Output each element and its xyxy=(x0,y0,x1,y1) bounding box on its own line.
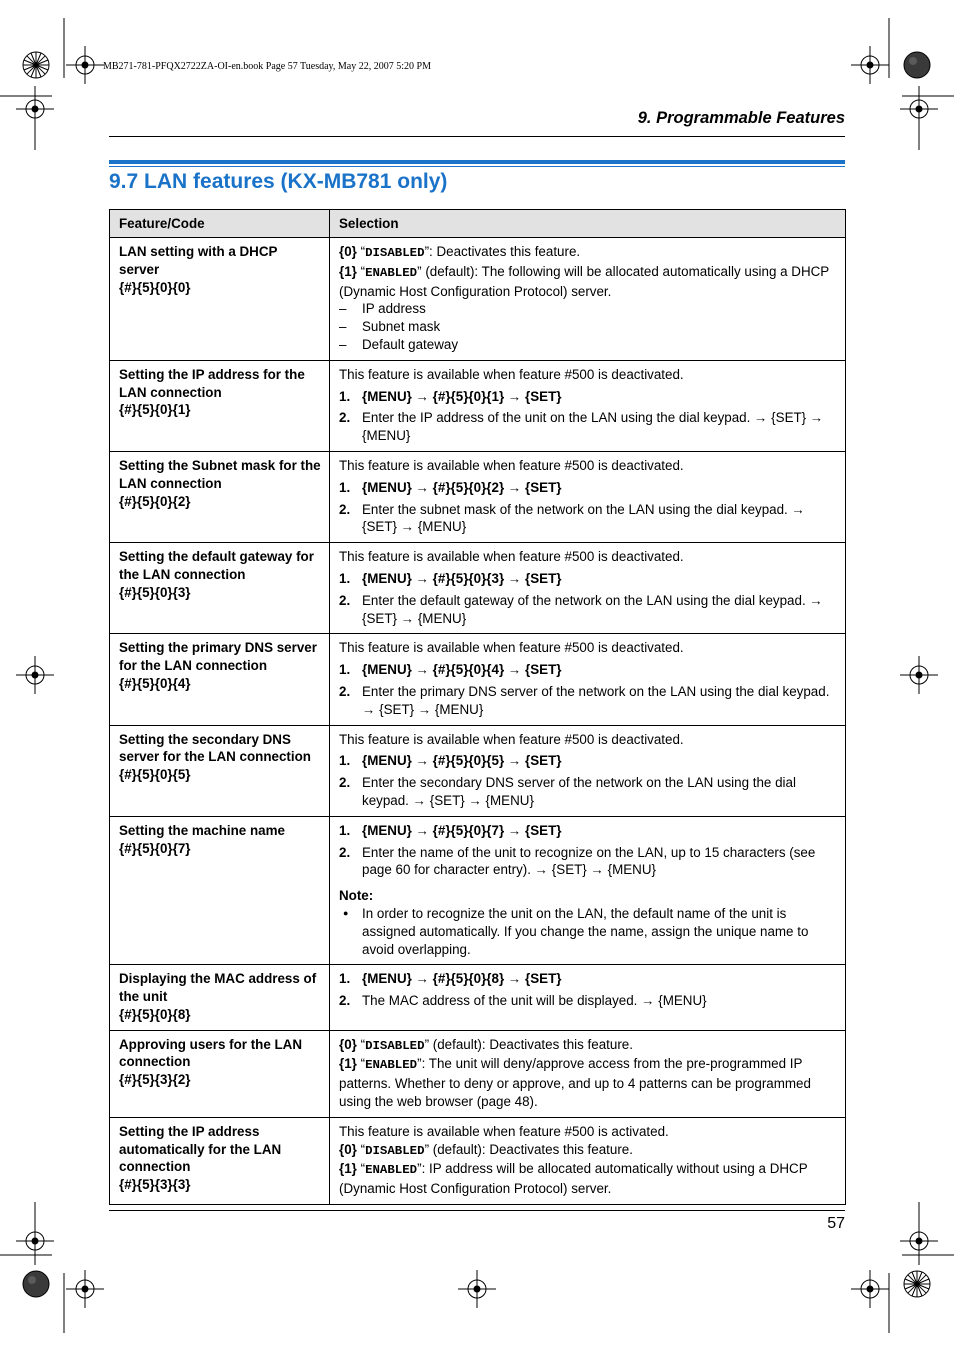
option-text: : The unit will deny/approve access from the pre-programmed IP patterns. Whether to deny or approve, and up to 4 patterns can be programmed using the web browser (page 48). xyxy=(339,1056,811,1110)
feature-cell xyxy=(110,634,330,725)
step-1: 1. {MENU} → {#}{5}{0}{4} → {SET} xyxy=(339,662,562,678)
registration-crosshair-icon xyxy=(66,46,104,84)
table-row xyxy=(110,543,846,634)
option-key: {1} xyxy=(339,1056,357,1072)
table-row xyxy=(110,1030,846,1117)
table-row xyxy=(110,634,846,725)
title-bar-thick xyxy=(109,160,845,164)
feature-cell xyxy=(110,1117,330,1204)
table-row xyxy=(110,360,846,451)
option-value: ENABLED xyxy=(365,265,418,280)
page-number: 57 xyxy=(827,1215,845,1232)
step-2: 2. Enter the default gateway of the network on the LAN using the dial keypad. → {SET} → {MENU} xyxy=(339,592,823,626)
option-key: {0} xyxy=(339,1036,357,1052)
registration-crosshair-icon xyxy=(16,656,54,694)
option-value: ENABLED xyxy=(365,1058,418,1073)
feature-cell xyxy=(110,965,330,1030)
feature-cell xyxy=(110,543,330,634)
step-text: Enter the default gateway of the network on the LAN using the dial keypad. → {SET} → {MENU} xyxy=(362,592,823,626)
option-line: {1} “ENABLED”: The unit will deny/approve access from the pre-programmed IP patterns. Whether to deny or approve, and up to 4 patterns can be programmed using the web browser (page 48). xyxy=(339,1056,811,1110)
feature-cell xyxy=(110,725,330,816)
step-1: 1. {MENU} → {#}{5}{0}{7} → {SET} xyxy=(339,822,562,838)
feature-cell xyxy=(110,1030,330,1117)
feature-column-header: Feature/Code xyxy=(110,210,330,238)
step-1: 1. {MENU} → {#}{5}{0}{2} → {SET} xyxy=(339,479,562,495)
feature-name: Displaying the MAC address of the unit xyxy=(119,971,317,1005)
feature-code: {#}{5}{3}{3} xyxy=(119,1177,191,1193)
step-1: 1. {MENU} → {#}{5}{0}{8} → {SET} xyxy=(339,971,562,987)
selection-cell xyxy=(330,543,846,634)
note-label: Note: xyxy=(339,888,374,904)
selection-cell xyxy=(330,451,846,542)
selection-cell xyxy=(330,238,846,361)
footer-rule xyxy=(109,1210,845,1211)
feature-code: {#}{5}{0}{8} xyxy=(119,1006,191,1022)
option-text: : IP address will be allocated automatically without using a DHCP (Dynamic Host Configuration Protocol) server. xyxy=(339,1161,808,1197)
title-bar-thin xyxy=(109,166,845,167)
option-key: {1} xyxy=(339,1161,357,1177)
registration-crosshair-icon xyxy=(458,1270,496,1308)
selection-cell xyxy=(330,816,846,965)
step-text: {MENU} → {#}{5}{0}{8} → {SET} xyxy=(362,971,562,987)
intro-text: This feature is available when feature #500 is deactivated. xyxy=(339,549,684,565)
option-value: DISABLED xyxy=(365,1038,425,1053)
feature-name: Setting the primary DNS server for the LAN connection xyxy=(119,640,317,674)
option-line: {0} “DISABLED” (default): Deactivates this feature. xyxy=(339,1036,633,1053)
feature-name: Setting the default gateway for the LAN connection xyxy=(119,549,314,582)
selection-cell xyxy=(330,1117,846,1204)
feature-code: {#}{5}{0}{3} xyxy=(119,584,191,600)
step-text: Enter the secondary DNS server of the network on the LAN using the dial keypad. → {SET} → {MENU} xyxy=(362,775,796,808)
selection-cell xyxy=(330,725,846,816)
step-2: 2. Enter the primary DNS server of the network on the LAN using the dial keypad. → {SET} → {MENU} xyxy=(339,683,830,717)
section-header: 9. Programmable Features xyxy=(637,109,845,127)
registration-crosshair-icon xyxy=(851,46,889,84)
feature-cell xyxy=(110,360,330,451)
feature-name: Setting the IP address automatically for the LAN connection xyxy=(119,1123,282,1175)
table-row xyxy=(110,725,846,816)
feature-code: {#}{5}{0}{4} xyxy=(119,675,191,691)
intro-text: This feature is available when feature #500 is activated. xyxy=(339,1123,669,1139)
list-item: – IP address xyxy=(339,300,837,318)
registration-crosshair-icon xyxy=(900,656,938,694)
step-text: Enter the IP address of the unit on the LAN using the dial keypad. → {SET} → {MENU} xyxy=(362,410,824,444)
list-item: – Default gateway xyxy=(339,336,837,354)
option-value: DISABLED xyxy=(365,1143,425,1158)
gray-disc-mark-icon xyxy=(22,1270,50,1298)
option-key: {0} xyxy=(339,1141,357,1157)
option-line: {0} “DISABLED” (default): Deactivates this feature. xyxy=(339,1141,633,1158)
step-text: {MENU} → {#}{5}{0}{4} → {SET} xyxy=(362,662,562,678)
registration-crosshair-icon xyxy=(66,1270,104,1308)
option-line: {1} “ENABLED” (default): The following will be allocated automatically using a DHCP (Dynamic Host Configuration Protocol) server. xyxy=(339,263,829,299)
step-text: Enter the name of the unit to recognize on the LAN, up to 15 characters (see page 60 for character entry). → {SET} → {MENU} xyxy=(362,844,816,878)
step-2: 2. Enter the secondary DNS server of the network on the LAN using the dial keypad. → {SET} → {MENU} xyxy=(339,775,796,808)
option-text: (default): Deactivates this feature. xyxy=(429,1036,633,1052)
step-2: 2. Enter the IP address of the unit on the LAN using the dial keypad. → {SET} → {MENU} xyxy=(339,410,824,444)
table-row xyxy=(110,1117,846,1204)
feature-code: {#}{5}{0}{5} xyxy=(119,767,191,783)
option-text: : Deactivates this feature. xyxy=(429,244,581,259)
step-text: {MENU} → {#}{5}{0}{3} → {SET} xyxy=(362,570,562,586)
intro-text: This feature is available when feature #500 is deactivated. xyxy=(339,731,684,747)
step-1: 1. {MENU} → {#}{5}{0}{1} → {SET} xyxy=(339,388,562,404)
feature-name: Setting the secondary DNS server for the LAN connection xyxy=(119,731,311,765)
feature-cell xyxy=(110,816,330,965)
step-1: 1. {MENU} → {#}{5}{0}{5} → {SET} xyxy=(339,753,562,769)
step-text: {MENU} → {#}{5}{0}{1} → {SET} xyxy=(362,388,562,404)
registration-crosshair-icon xyxy=(900,1222,938,1260)
step-text: The MAC address of the unit will be displayed. → {MENU} xyxy=(362,993,707,1009)
registration-crosshair-icon xyxy=(851,1270,889,1308)
intro-text: This feature is available when feature #500 is deactivated. xyxy=(339,457,684,473)
feature-code: {#}{5}{0}{2} xyxy=(119,493,191,509)
table-row xyxy=(110,965,846,1030)
registration-crosshair-icon xyxy=(16,1222,54,1260)
feature-name: Setting the machine name xyxy=(119,822,285,838)
option-value: DISABLED xyxy=(365,246,425,260)
selection-cell xyxy=(330,965,846,1030)
feature-cell xyxy=(110,451,330,542)
step-2: 2. Enter the name of the unit to recognize on the LAN, up to 15 characters (see page 60 for character entry). → {SET} → {MENU} xyxy=(339,844,816,878)
step-2: 2. The MAC address of the unit will be displayed. → {MENU} xyxy=(339,993,707,1009)
feature-name: Approving users for the LAN connection xyxy=(119,1036,303,1070)
feature-code: {#}{5}{0}{1} xyxy=(119,402,191,418)
table-header-row xyxy=(110,210,846,238)
feature-cell xyxy=(110,238,330,361)
selection-cell xyxy=(330,634,846,725)
registration-crosshair-icon xyxy=(16,90,54,128)
table-row xyxy=(110,238,846,361)
feature-code: {#}{5}{0}{7} xyxy=(119,840,191,856)
starburst-mark-icon xyxy=(22,51,50,79)
selection-cell xyxy=(330,1030,846,1117)
starburst-mark-icon xyxy=(903,1270,931,1298)
note-text: ● In order to recognize the unit on the LAN, the default name of the unit is assigned automatically. If you change the name, assign the unique name to avoid overlapping. xyxy=(339,905,837,958)
selection-cell xyxy=(330,360,846,451)
gray-disc-mark-icon xyxy=(903,51,931,79)
print-info-line: MB271-781-PFQX2722ZA-OI-en.book Page 57 Tuesday, May 22, 2007 5:20 PM xyxy=(103,61,431,72)
step-text: {MENU} → {#}{5}{0}{2} → {SET} xyxy=(362,479,562,495)
step-text: {MENU} → {#}{5}{0}{5} → {SET} xyxy=(362,753,562,769)
lan-features-table xyxy=(109,209,846,1205)
step-text: Enter the primary DNS server of the network on the LAN using the dial keypad. → {SET} → {MENU} xyxy=(362,683,830,717)
list-item: – Subnet mask xyxy=(339,318,837,336)
intro-text: This feature is available when feature #500 is deactivated. xyxy=(339,640,684,656)
feature-name: Setting the IP address for the LAN connection xyxy=(119,366,305,400)
option-line: {1} “ENABLED”: IP address will be allocated automatically without using a DHCP (Dynamic Host Configuration Protocol) server. xyxy=(339,1161,808,1197)
intro-text: This feature is available when feature #500 is deactivated. xyxy=(339,366,684,382)
table-row xyxy=(110,816,846,965)
option-key: {0} xyxy=(339,244,357,259)
option-text: (default): The following will be allocated automatically using a DHCP (Dynamic Host Configuration Protocol) server. xyxy=(339,263,829,299)
step-2: 2. Enter the subnet mask of the network on the LAN using the dial keypad. → {SET} → {MENU} xyxy=(339,501,805,535)
option-line: {0} “DISABLED”: Deactivates this feature. xyxy=(339,244,581,260)
option-key: {1} xyxy=(339,263,357,279)
header-rule xyxy=(109,136,845,137)
table-row xyxy=(110,451,846,542)
selection-column-header: Selection xyxy=(330,210,846,238)
option-text: (default): Deactivates this feature. xyxy=(429,1141,633,1157)
step-text: {MENU} → {#}{5}{0}{7} → {SET} xyxy=(362,822,562,838)
option-value: ENABLED xyxy=(365,1163,418,1178)
registration-crosshair-icon xyxy=(900,90,938,128)
feature-code: {#}{5}{0}{0} xyxy=(119,279,191,295)
feature-code: {#}{5}{3}{2} xyxy=(119,1072,191,1088)
step-text: Enter the subnet mask of the network on the LAN using the dial keypad. → {SET} → {MENU} xyxy=(362,501,805,535)
feature-name: Setting the Subnet mask for the LAN connection xyxy=(119,457,321,491)
feature-name: LAN setting with a DHCP server xyxy=(119,244,278,277)
step-1: 1. {MENU} → {#}{5}{0}{3} → {SET} xyxy=(339,570,562,586)
page-title: 9.7 LAN features (KX-MB781 only) xyxy=(109,170,448,193)
